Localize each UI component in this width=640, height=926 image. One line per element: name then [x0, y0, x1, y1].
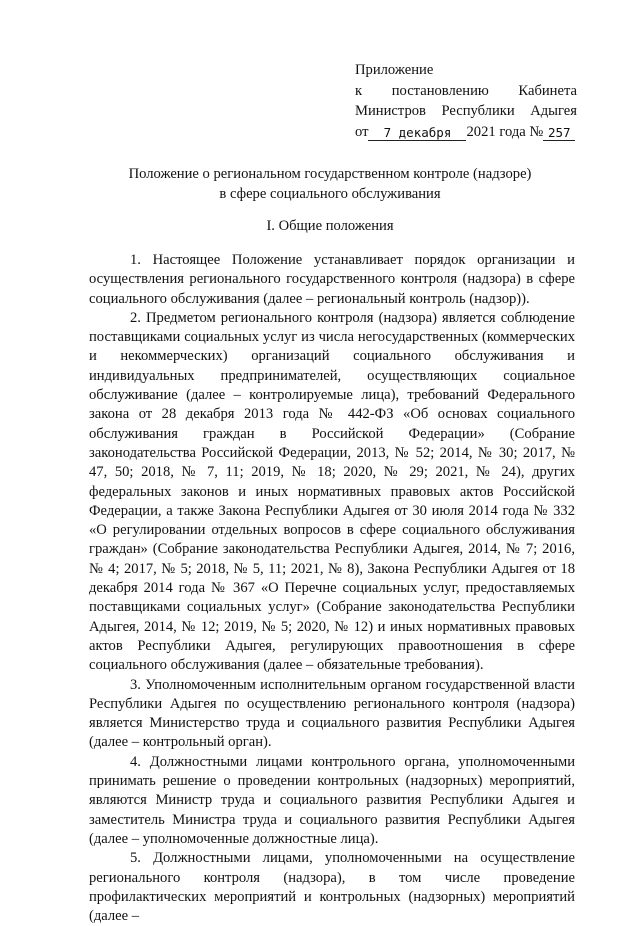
date-prefix: от: [355, 123, 369, 140]
appendix-word: к: [355, 82, 363, 99]
document-body: [89, 251, 575, 926]
title-line: в сфере социального обслуживания: [219, 185, 441, 202]
document-title: [60, 165, 600, 204]
appendix-word: Министров: [355, 103, 426, 119]
appendix-word: Республики: [441, 103, 515, 119]
appendix-block: [355, 60, 577, 142]
title-line: Положение о региональном государственном контроле (надзоре): [128, 166, 532, 182]
paragraph: 2. Предметом регионального контроля (надзора) является соблюдение поставщиками социальных услуг из числа негосударственных (коммерческих и некоммерческих) организаций социального обслуживания и индивидуальных предпринимателей, осуществляющих социальное обслуживание (далее – контролируемые лица), требований Федерального закона от 28 декабря 2013 года № 442-ФЗ «Об основах социального обслуживания граждан в Российской Федерации» (Собрание законодательства Российской Федерации, 2013, № 52; 2014, № 30; 2017, № 47, 50; 2018, № 7, 11; 2019, № 18; 2020, № 29; 2021, № 24), других федеральных законов и иных нормативных правовых актов Российской Федерации, а также Закона Республики Адыгея от 30 июля 2014 года № 332 «О регулировании отдельных вопросов в сфере социального обслуживания граждан» (Собрание законодательства Республики Адыгея, 2014, № 7; 2016, № 4; 2017, № 5; 2018, № 5, 11; 2021, № 8), Закона Республики Адыгея от 18 декабря 2014 года № 367 «О Перечне социальных услуг, предоставляемых поставщиками социальных услуг» (Собрание законодательства Республики Адыгея, 2014, № 12; 2019, № 5; 2020, № 12) и иных нормативных правовых актов Республики Адыгея, регулирующих правоотношения в сфере социального обслуживания (далее – обязательные требования).: [89, 309, 575, 674]
date-year: 2021 года №: [466, 123, 544, 140]
paragraph: 3. Уполномоченным исполнительным органом государственной власти Республики Адыгея по осуществлению регионального контроля (надзора) является Министерство труда и социального развития Республики Адыгея (далее – контрольный орган).: [89, 676, 575, 751]
paragraph: 4. Должностными лицами контрольного органа, уполномоченными принимать решение о проведении контрольных (надзорных) мероприятий, являются Министр труда и социального развития Республики Адыгея и заместитель Министра труда и социального развития Республики Адыгея (далее – уполномоченные должностные лица).: [89, 753, 575, 847]
appendix-word: Адыгея: [530, 103, 577, 119]
appendix-label: Приложение: [355, 62, 434, 78]
section-heading: I. Общие положения: [266, 218, 394, 234]
paragraph: 5. Должностными лицами, уполномоченными на осуществление регионального контроля (надзора), в том числе проведение профилактических мероприятий и контрольных (надзорных) мероприятий (далее –: [89, 850, 575, 925]
paragraph: 1. Настоящее Положение устанавливает порядок организации и осуществления регионального государственного контроля (надзора) в сфере социального обслуживания (далее – региональный контроль (надзор)).: [89, 252, 575, 307]
appendix-line-2: [355, 81, 577, 102]
appendix-line-3: [355, 101, 577, 122]
appendix-word: постановлению: [391, 82, 489, 99]
document-number-field: 257: [543, 125, 575, 141]
appendix-word: Кабинета: [518, 82, 577, 99]
appendix-date-line: [355, 122, 577, 143]
date-day-field: 7 декабря: [368, 125, 466, 141]
